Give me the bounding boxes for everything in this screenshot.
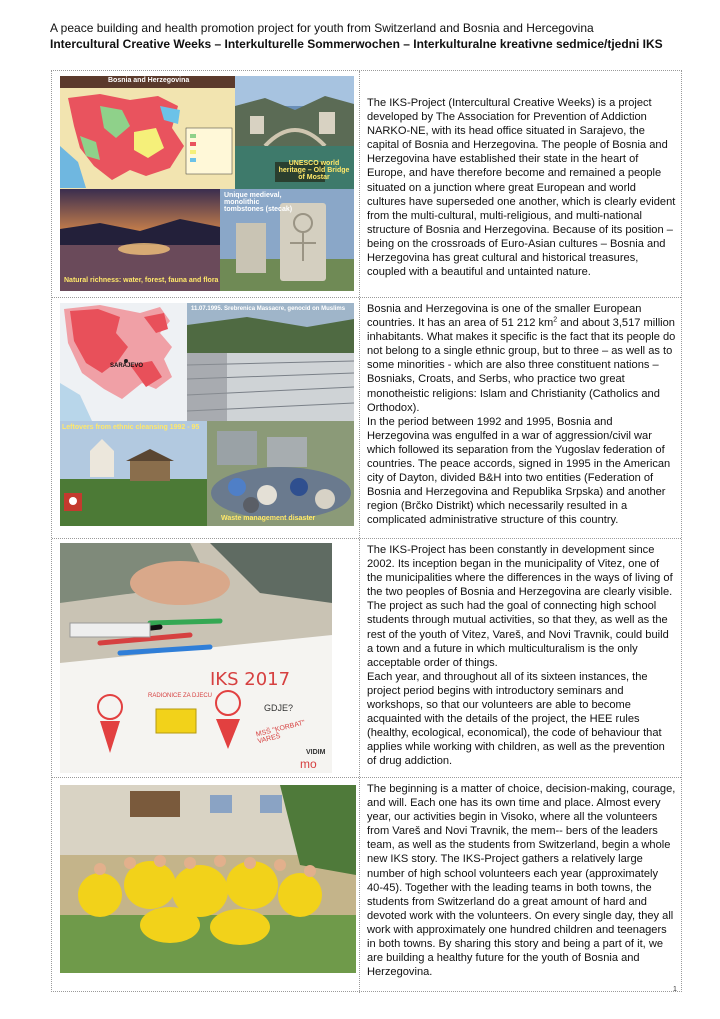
ethnic-cleansing-image (60, 421, 207, 526)
page-header (50, 20, 690, 52)
map-title-caption: Bosnia and Herzegovina (108, 77, 190, 84)
mostar-bridge-image (235, 76, 354, 189)
gdje-text: GDJE? (264, 703, 294, 713)
image-cell (52, 71, 360, 297)
srebrenica-memorial-image (187, 303, 354, 421)
seminars-paragraph: Each year, and throughout all of its sixteen instances, the project period begins with introductory seminars and workshops, so that our volunteers are able to become acquainted with the details of the project, the HEE rules (healthy, ecological, economical), the code of behaviour that applies while working with children, as well as the prevention of drug addiction. (367, 670, 665, 768)
table-row (52, 778, 681, 993)
area-text: Bosnia and Herzegovina is one of the smaller European countries. It has an area of 51 212 km (367, 303, 642, 330)
srebrenica-caption: 11.07.1995. Srebrenica Massacre, genocid on Muslims (191, 306, 346, 312)
image-cell (52, 778, 360, 993)
tombstones-image (220, 189, 354, 291)
unesco-caption: UNESCO world heritage – Old Bridge of Mostar (278, 160, 350, 181)
page-subtitle: A peace building and health promotion project for youth from Switzerland and Bosnia and Hercegovina (50, 21, 594, 35)
iks-logo-text: IKS 2017 (210, 669, 291, 690)
paragraph: The beginning is a matter of choice, decision-making, courage, and will. Each one has its own time and place. Almost every year, our activities begin in Visoko, where all the volunteers from Vareš and Novi Travnik, the mem-- bers of the leaders team, as well as the students from Switzerland, begin a whole new IKS story. The IKS-Project gathers a relatively large number of high school volunteers each year (approximately 40-45). Together with the leading teams in both towns, the students from Switzerland do a great amount of hard and devoted work with the volunteers. On every single day, they all work with approximately one hundred children and teenagers in both towns. By sharing this story and being a part of it, we are building a healthy future for the youth of Bosnia and Herzegovina. (367, 783, 676, 979)
history-paragraph: The IKS-Project has been constantly in development since 2002. Its inception began in the municipality of Vitez, one of the municipalities where the differences in the ways of living of the two peoples of Bosnia and Herzegovina are clearly visible. The project as such had the goal of connecting high school students through mutual activities, so that they, as well as the rest of the youth of Vitez, Vareš, and Novi Travnik, could build a town and a future in which multiculturalism is the only acceptable order of things. (367, 544, 673, 669)
page-title: Intercultural Creative Weeks – Interkulturelle Sommerwochen – Interkulturalne kreativne sedmice/tjedni IKS (50, 37, 663, 51)
mo-text: mo (300, 757, 317, 771)
paragraph: The IKS-Project (Intercultural Creative Weeks) is a project developed by The Association for Prevention of Addiction NARKO-NE, with its head office situated in Sarajevo, the capital of Bosnia and Herzegovina. The people of Bosnia and Herzegovina have established their state in the heart of Europe, and have therefore become and remained a people situated on a junction where great European and world cultures have superseded one another, which is clearly evident from the multi-cultural, multi-religious, and multi-national structure of Bosnia and Herzegovina. Because of its position – being on the crossroads of Euro-Asian cultures – Bosnia and Herzegovina has great cultural and historical treasures, coupled with a beautiful and untainted nature. (367, 97, 676, 279)
volunteers-group-photo (60, 785, 356, 973)
war-paragraph: In the period between 1992 and 1995, Bosnia and Herzegovina was engulfed in a war of aggression/civil war which followed its separation from the Yugoslav federation of countries. The peace accords, signed in 1995 in the American city of Dayton, divided B&H into two entities (Federation of Bosnia and Herzegovina and Republika Srpska) and another region (Brčko Distrikt) which necessarily resulted in a complicated administrative structure of this country. (367, 415, 671, 527)
page-number: 1 (673, 986, 677, 993)
vidim-text: VIDIM (306, 749, 326, 756)
content-table (51, 70, 682, 992)
image-cell (52, 539, 360, 777)
tombstones-caption: Unique medieval, monolithic tombstones (stecak) (224, 192, 293, 213)
nature-sunset-image (60, 189, 220, 291)
table-row (52, 298, 681, 539)
superscript: 2 (553, 316, 558, 324)
population-text: and about 3,517 million inhabitants. What makes it specific is the fact that its people do not belong to a single ethnic group, but to three – as well as to some minorities - which are also three constituent nations – Bosniaks, Croats, and Serbs, who practice two great monotheistic religions: Islam and Christianity (Catholics and Orthodox). (367, 317, 676, 414)
sarajevo-label: SARAJEVO (110, 363, 144, 369)
children-drawing-image (60, 543, 332, 773)
image-cell (52, 298, 360, 538)
mss-text: MSŠ "KORBAT" VAREŠ (255, 719, 306, 746)
paragraph (367, 302, 677, 528)
table-row (52, 71, 681, 298)
entities-map-image (60, 303, 187, 421)
nature-caption: Natural richness: water, forest, fauna and flora (64, 277, 219, 284)
ethnic-map-image (60, 76, 235, 189)
paragraph (367, 543, 677, 769)
waste-caption: Waste management disaster (221, 515, 316, 522)
waste-image (207, 421, 354, 526)
leftovers-caption: Leftovers from ethnic cleansing 1992 - 95 (62, 424, 200, 431)
table-row (52, 539, 681, 778)
radionice-text: RADIONICE ZA DJECU (148, 693, 213, 699)
